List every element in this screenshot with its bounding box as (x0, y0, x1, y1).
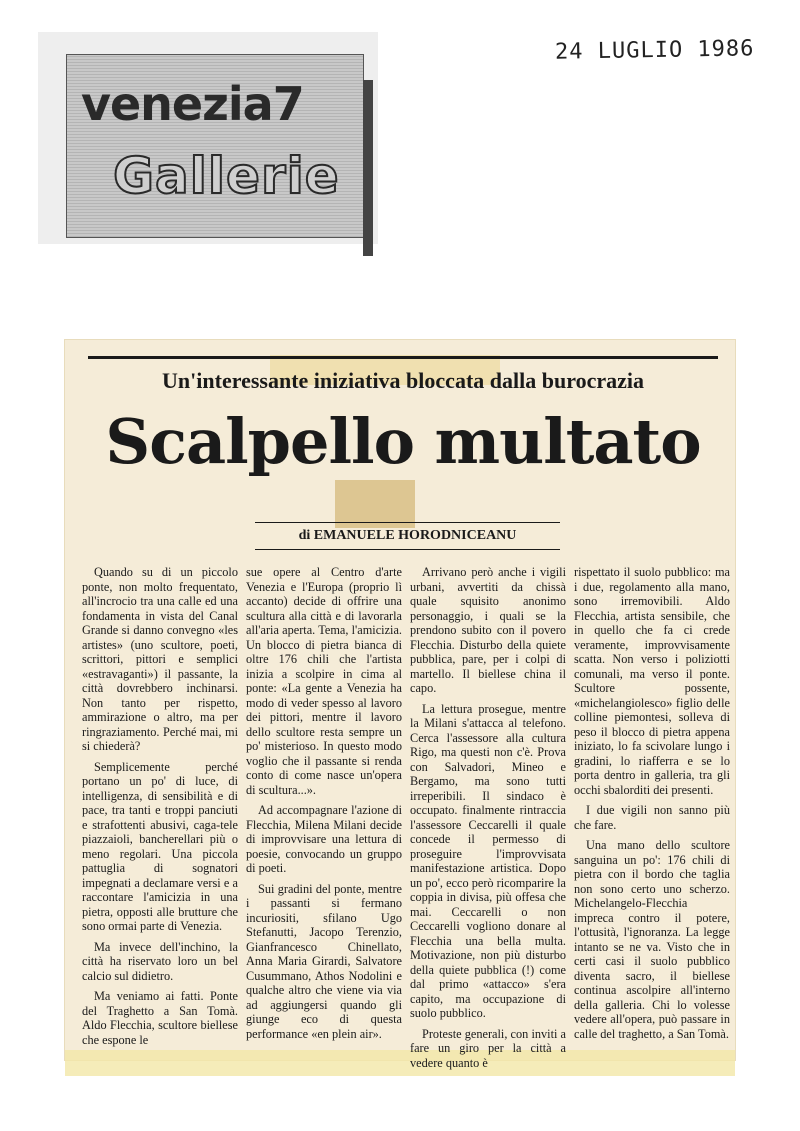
byline-rule-top (255, 522, 560, 523)
section-logo (38, 32, 378, 244)
byline-rule-bottom (255, 549, 560, 550)
logo-subtitle: Gallerie (113, 147, 340, 205)
paragraph: Quando su di un piccolo ponte, non molto frequentato, all'incrocio tra una calle ed una fondamenta in vista del Canal Grande si danno convegno «les artistes» (uno scultore, poeti, scrittori, pittori e semplici «estravaganti») il passante, la città dovrebbero inchinarsi. Non tanto per rispetto, ammirazione o altro, ma per ringraziamento. Perché mai, mi si chiederà? (82, 565, 238, 753)
paragraph: La lettura prosegue, mentre la Milani s'attacca al telefono. Cerca l'assessore alla cultura Rigo, ma questi non c'è. Prova con Salvadori, Mineo e Bergamo, ma sono tutti irreperibili. Il sindaco è occupato. finalmente rintraccia l'assessore Ceccarelli il quale concede il permesso di proseguire l'improvvisata manifestazione artistica. Dopo un po', ecco però ricomparire la coppia in divisa, più offesa che mai. Ceccarelli o non Ceccarelli vogliono donare al Flecchia una bella multa. Motivazione, non più disturbo della quiete pubblica (!) come dal primo «attacco» s'era capito, ma occupazione di suolo pubblico. (410, 701, 566, 1020)
handwritten-date: 24 LUGLIO 1986 (554, 36, 755, 65)
column-2 (246, 565, 402, 1050)
paragraph: Una mano dello scultore sanguina un po': 176 chili di pietra con il bordo che taglia non sono certo uno scherzo. Michelangelo-Flecchia impreca contro il potere, l'ottusità, l'ignoranza. La legge intanto se ne va. Visto che in certi casi il suolo pubblico diventa sacro, il biellese continua ascolpire all'interno della galleria. Chi lo volesse vedere all'opera, può passare in calle del traghetto, a San Tomà. (574, 838, 730, 1041)
article-body (82, 565, 730, 1070)
paragraph: Semplicemente perché portano un po' di luce, di intelligenza, di sensibilità e di pace, tra tanti e troppi panciuti e strafottenti abusivi, caga-tele piazzaioli, bancherellari più o meno regolari. Una piccola pattuglia di sognatori impegnati a declamare versi e a raccontare l'amicizia in una pietra, opposti alle brutture che sono ormai parte di Venezia. (82, 759, 238, 933)
paragraph: Sui gradini del ponte, mentre i passanti si fermano incuriositi, sfilano Ugo Stefanutti, Jacopo Terenzio, Gianfrancesco Chinellato, Anna Maria Girardi, Salvatore Cusummano, Athos Nodolini e qualche altro che viene via via ad aggiungersi quando gli giunge eco di questa performance «en plein air». (246, 881, 402, 1041)
paragraph: Ma veniamo ai fatti. Ponte del Traghetto a San Tomà. Aldo Flecchia, scultore biellese che espone le (82, 989, 238, 1047)
paragraph: Arrivano però anche i vigili urbani, avvertiti da chissà quale squisito anonimo personaggio, i quali se la prendono subito con il povero Flecchia. Disturbo della quiete pubblica, pare, per i colpi di martello. Il biellese china il capo. (410, 565, 566, 695)
logo-panel (66, 54, 364, 238)
column-3 (410, 565, 566, 1070)
logo-shadow (363, 80, 373, 256)
logo-title: venezia7 (81, 77, 304, 131)
article-byline: di EMANUELE HORODNICEANU (298, 528, 517, 543)
adhesive-tape-bottom (65, 1050, 735, 1076)
paragraph: rispettato il suolo pubblico: ma i due, regolamento alla mano, sono irremovibili. Aldo Flecchia, artista sensibile, che in quello che fa ci crede veramente, improvvisamente scatta. Non verso i poliziotti comunali, ma verso il ponte. Scultore possente, «michelangiolesco» figlio delle colline piemontesi, solleva di peso il blocco di pietra appena iniziato, lo fa scivolare lungo i gradini, lo riafferra e se lo porta dentro in galleria, tra gli occhi sbalorditi dei presenti. (574, 565, 730, 797)
column-4 (574, 565, 730, 1050)
adhesive-tape-middle (335, 480, 415, 528)
article-kicker: Un'interessante iniziativa bloccata dalla burocrazia (162, 368, 644, 393)
paragraph: Ad accompagnare l'azione di Flecchia, Milena Milani decide di improvvisare una lettura di poesie, convocando un gruppo di poeti. (246, 803, 402, 875)
article-headline: Scalpello multato (105, 405, 701, 478)
paragraph: sue opere al Centro d'arte Venezia e l'Europa (proprio lì accanto) decide di offrire una scultura alla città e di lavorarla all'aria aperta. Tema, l'amicizia. Un blocco di pietra bianca di oltre 176 chili che l'artista inizia a scolpire in cima al ponte: «La gente a Venezia ha modo di veder spesso al lavoro dei pittori, mentre il lavoro dello scultore resta sempre un po' misterioso. In questo modo voglio che il passante si renda conto di come nasce un'opera di scultura...». (246, 565, 402, 797)
paragraph: Proteste generali, con inviti a fare un giro per la città a vedere quanto è (410, 1026, 566, 1070)
top-rule (88, 356, 718, 359)
paragraph: I due vigili non sanno più che fare. (574, 803, 730, 832)
paragraph: Ma invece dell'inchino, la città ha riservato loro un bel calcio sul didietro. (82, 939, 238, 983)
column-1 (82, 565, 238, 1050)
